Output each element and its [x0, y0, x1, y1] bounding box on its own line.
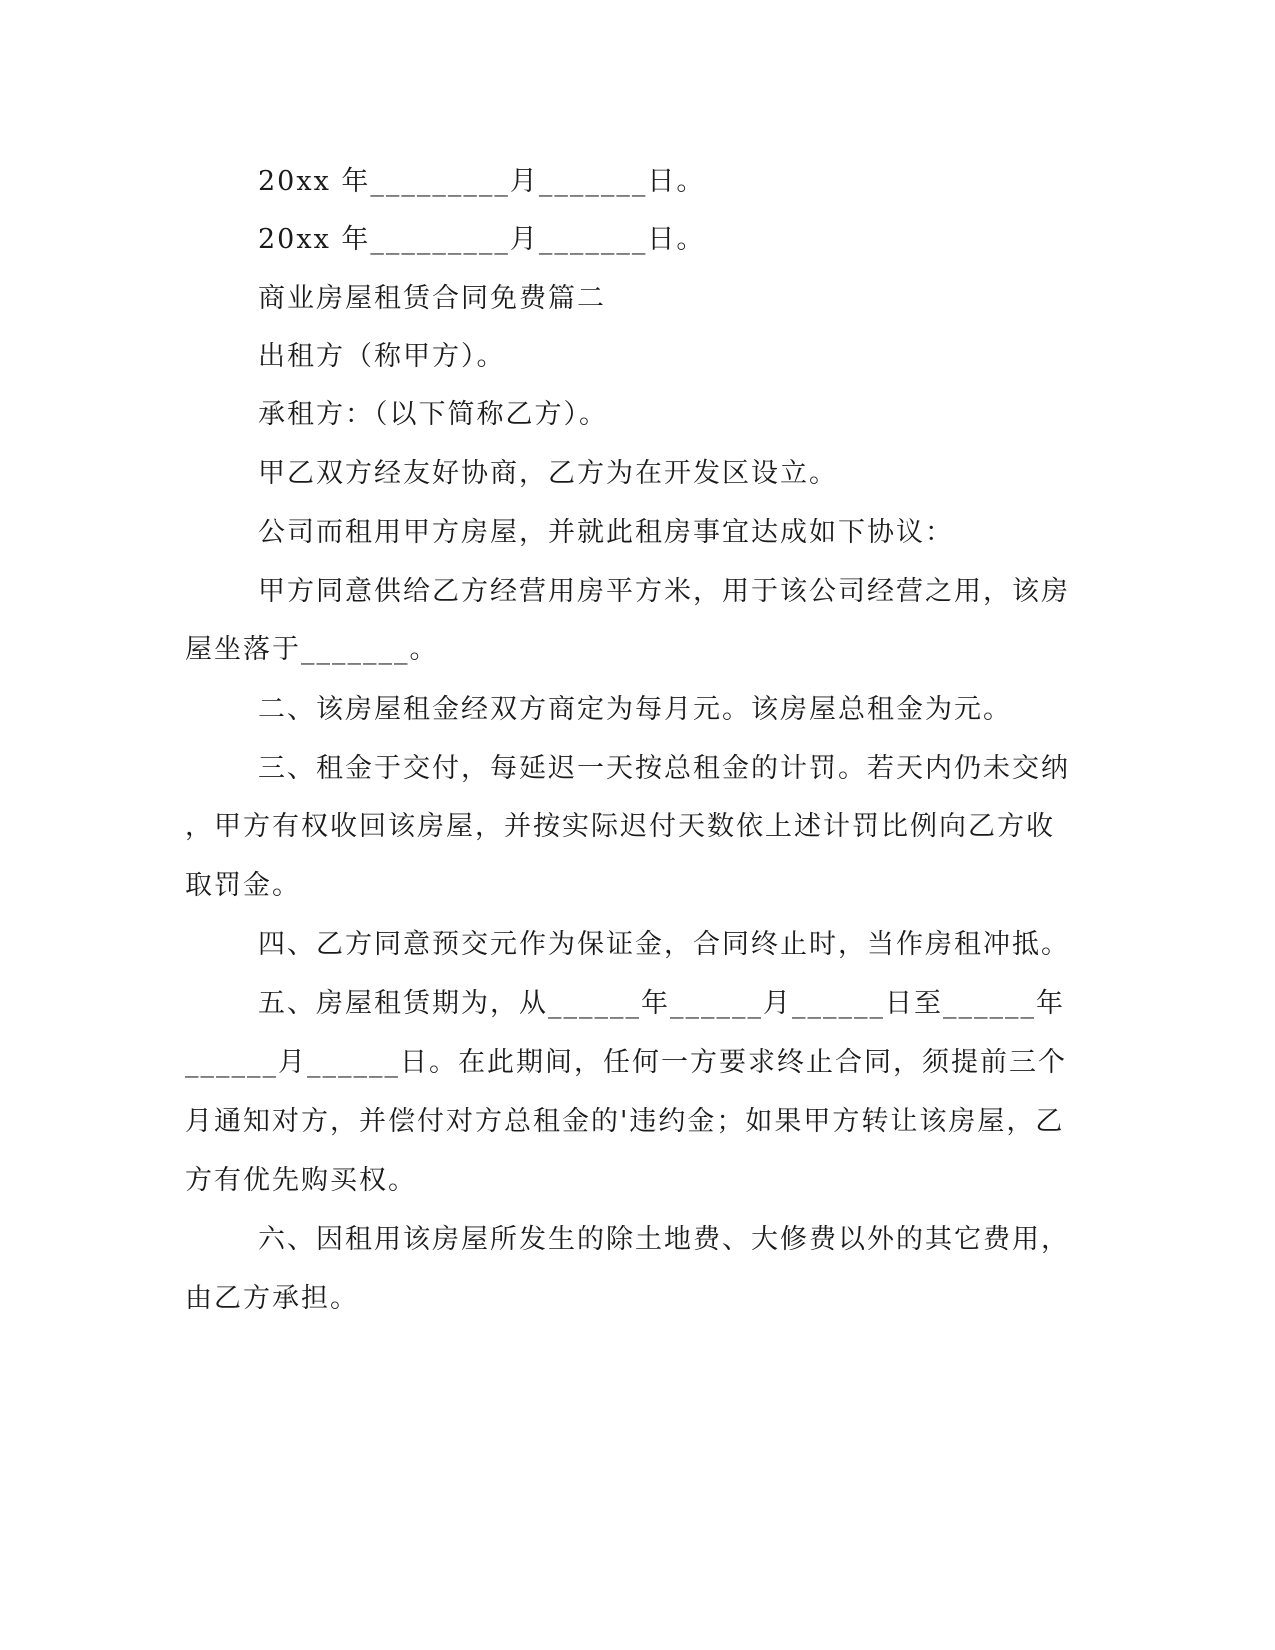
- clause-5-line: ______月______日。在此期间，任何一方要求终止合同，须提前三个: [185, 1047, 1067, 1078]
- lessor-line: 出租方（称甲方）。: [258, 341, 506, 372]
- clause-6-line: 由乙方承担。: [185, 1283, 359, 1314]
- date-line-1: 20xx 年_________月_______日。: [258, 166, 706, 197]
- clause-3-line: 三、租金于交付，每延迟一天按总租金的计罚。若天内仍未交纳: [258, 753, 1070, 784]
- paragraph-line: 甲乙双方经友好协商，乙方为在开发区设立。: [258, 458, 838, 489]
- clause-6-line: 六、因租用该房屋所发生的除土地费、大修费以外的其它费用，: [258, 1224, 1070, 1255]
- clause-2-line: 二、该房屋租金经双方商定为每月元。该房屋总租金为元。: [258, 694, 1012, 725]
- section-title: 商业房屋租赁合同免费篇二: [258, 283, 606, 314]
- clause-3-line: ，甲方有权收回该房屋，并按实际迟付天数依上述计罚比例向乙方收: [185, 811, 1055, 842]
- clause-5-line: 月通知对方，并偿付对方总租金的'违约金；如果甲方转让该房屋，乙: [185, 1106, 1065, 1137]
- clause-4-line: 四、乙方同意预交元作为保证金，合同终止时，当作房租冲抵。: [258, 929, 1070, 960]
- clause-5-line: 五、房屋租赁期为，从______年______月______日至______年: [258, 988, 1065, 1019]
- clause-3-line: 取罚金。: [185, 870, 301, 901]
- clause-5-line: 方有优先购买权。: [185, 1165, 417, 1196]
- date-line-2: 20xx 年_________月_______日。: [258, 224, 706, 255]
- clause-1-line: 甲方同意供给乙方经营用房平方米，用于该公司经营之用，该房: [258, 576, 1070, 607]
- paragraph-line: 公司而租用甲方房屋，并就此租房事宜达成如下协议：: [258, 517, 954, 548]
- lessee-line: 承租方：（以下简称乙方）。: [258, 399, 608, 430]
- clause-1-line: 屋坐落于_______。: [185, 634, 439, 665]
